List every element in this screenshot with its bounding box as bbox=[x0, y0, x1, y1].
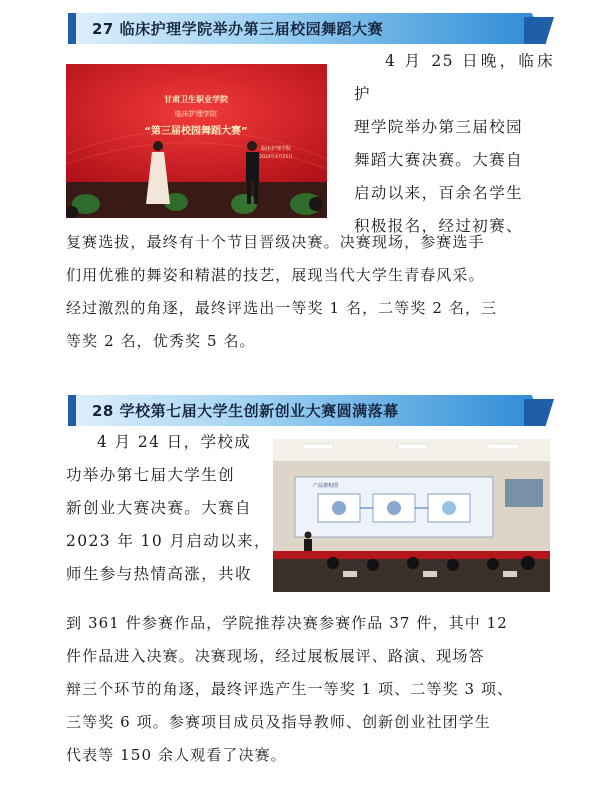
side-monitor bbox=[505, 479, 543, 507]
text-line: 等奖 2 名，优秀奖 5 名。 bbox=[66, 332, 256, 350]
screen-organizer: 临床护理学院 bbox=[260, 146, 292, 152]
screen-school-name: 甘肃卫生职业学院 bbox=[164, 95, 228, 104]
red-led-screen bbox=[66, 64, 327, 184]
section-27-banner bbox=[68, 13, 546, 44]
text-line: 功举办第七届大学生创 bbox=[66, 466, 236, 484]
text-line: 师生参与热情高涨，共收 bbox=[66, 565, 252, 583]
section-28-title: 学校第七届大学生创新创业大赛圆满落幕 bbox=[119, 402, 399, 420]
section-27-text-full bbox=[66, 226, 552, 358]
section-27-number: 27 bbox=[92, 20, 114, 38]
section-27-heading bbox=[92, 18, 383, 39]
screen-college-name: 临床护理学院 bbox=[175, 110, 217, 118]
section-28-number: 28 bbox=[92, 402, 114, 420]
innovation-contest-hall-image bbox=[273, 439, 550, 592]
dance-contest-photo bbox=[66, 64, 327, 218]
text-line: 2023 年 10 月启动以来， bbox=[66, 532, 271, 550]
section-28-text-left bbox=[66, 426, 271, 591]
text-line: 新创业大赛决赛。大赛自 bbox=[66, 499, 252, 517]
slide-diagram bbox=[318, 494, 470, 522]
text-line: 经过激烈的角逐，最终评选出一等奖 1 名，二等奖 2 名，三 bbox=[66, 299, 498, 317]
banner-left-accent bbox=[68, 13, 76, 44]
text-line: 启动以来，百余名学生 bbox=[354, 184, 524, 202]
text-line: 们用优雅的舞姿和精湛的技艺，展现当代大学生青春风采。 bbox=[66, 266, 485, 284]
text-line: 代表等 150 余人观看了决赛。 bbox=[66, 746, 287, 764]
text-line: 理学院举办第三届校园 bbox=[354, 118, 524, 136]
banner-right-accent bbox=[524, 17, 554, 44]
text-line: 积极报名，经过初赛、 bbox=[354, 217, 524, 235]
text-line: 4 月 24 日，学校成 bbox=[97, 433, 252, 451]
text-line: 复赛选拔，最终有十个节目晋级决赛。决赛现场，参赛选手 bbox=[66, 233, 485, 251]
text-line: 三等奖 6 项。参赛项目成员及指导教师、创新创业社团学生 bbox=[66, 713, 491, 731]
text-line: 到 361 件参赛作品，学院推荐决赛参赛作品 37 件，其中 12 bbox=[66, 614, 508, 632]
section-28-banner bbox=[68, 395, 546, 426]
banner-left-accent bbox=[68, 395, 76, 426]
dance-contest-stage-image bbox=[66, 64, 327, 218]
section-28-text-full bbox=[66, 607, 552, 772]
banner-right-accent bbox=[524, 399, 554, 426]
section-27-title: 临床护理学院举办第三届校园舞蹈大赛 bbox=[119, 20, 384, 38]
text-line: 4 月 25 日晚，临床护 bbox=[354, 52, 554, 103]
section-28-heading bbox=[92, 400, 399, 421]
slide-heading: 产品架构图 bbox=[313, 483, 339, 489]
text-line: 舞蹈大赛决赛。大赛自 bbox=[354, 151, 524, 169]
section-27-text-right bbox=[354, 45, 554, 243]
screen-date: 2024年4月25日 bbox=[259, 155, 293, 160]
text-line: 件作品进入决赛。决赛现场，经过展板展评、路演、现场答 bbox=[66, 647, 485, 665]
screen-contest-name: “第三届校园舞蹈大赛” bbox=[144, 126, 248, 137]
innovation-contest-photo bbox=[273, 439, 550, 592]
text-line: 辩三个环节的角逐，最终评选产生一等奖 1 项、二等奖 3 项、 bbox=[66, 680, 514, 698]
